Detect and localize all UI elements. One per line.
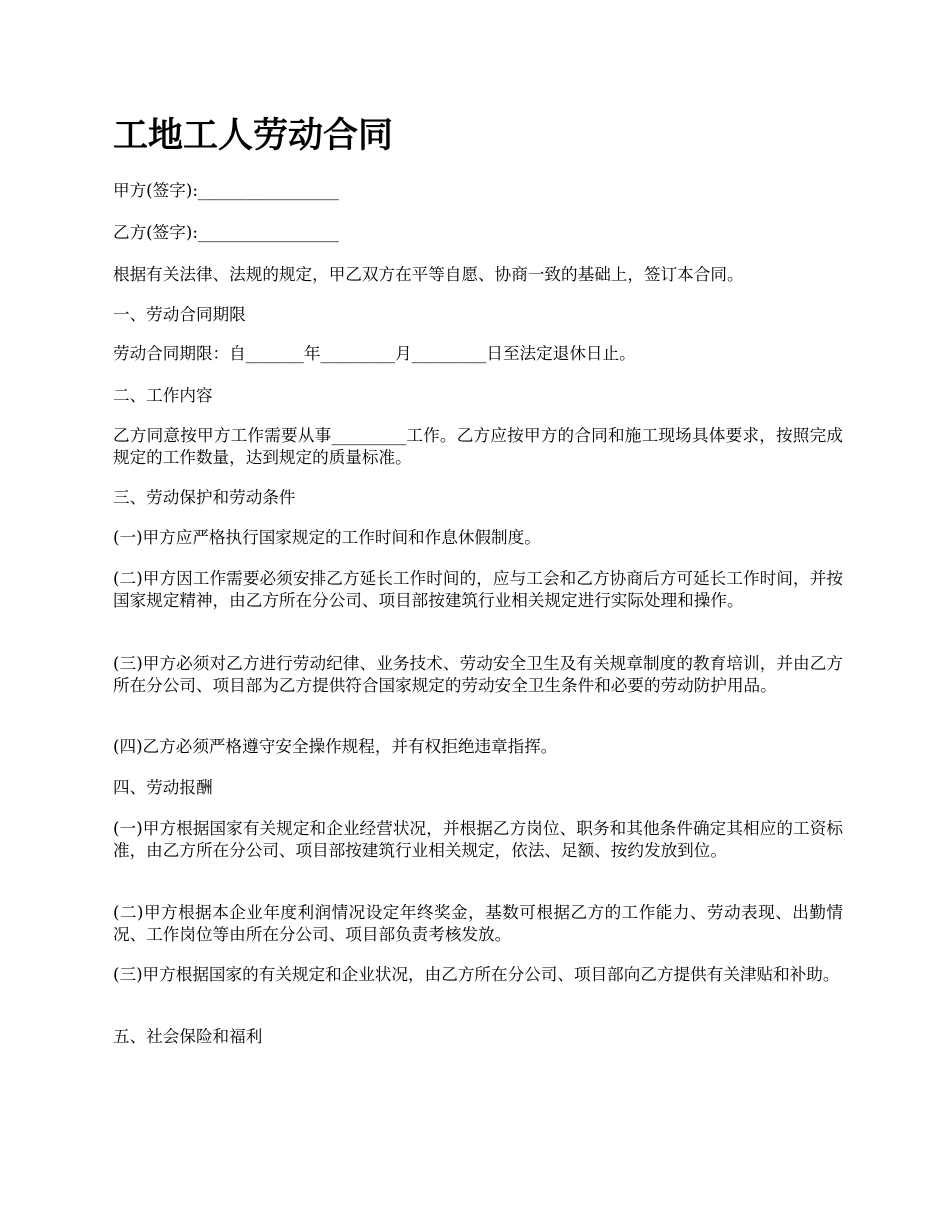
section-4-heading: 四、劳动报酬 <box>113 778 213 797</box>
section-3-paragraph-1: (一)甲方应严格执行国家规定的工作时间和作息休假制度。 <box>113 528 541 547</box>
section-3-paragraph-3: (三)甲方必须对乙方进行劳动纪律、业务技术、劳动安全卫生及有关规章制度的教育培训，并由乙方所在分公司、项目部为乙方提供符合国家规定的劳动安全卫生条件和必要的劳动防护用品。 <box>113 654 843 695</box>
section-1-paragraph-1: 劳动合同期限：自_______年_________月_________日至法定退休日止。 <box>113 344 636 363</box>
section-3-heading: 三、劳动保护和劳动条件 <box>113 488 296 507</box>
party-a-signature-line: 甲方(签字):_________________ <box>113 181 339 200</box>
section-1-heading: 一、劳动合同期限 <box>113 305 246 324</box>
section-3-paragraph-4: (四)乙方必须严格遵守安全操作规程，并有权拒绝违章指挥。 <box>113 737 558 756</box>
section-3-paragraph-2: (二)甲方因工作需要必须安排乙方延长工作时间的，应与工会和乙方协商后方可延长工作时间，并按国家规定精神，由乙方所在分公司、项目部按建筑行业相关规定进行实际处理和操作。 <box>113 569 843 610</box>
section-2-paragraph-1: 乙方同意按甲方工作需要从事_________工作。乙方应按甲方的合同和施工现场具体要求，按照完成规定的工作数量，达到规定的质量标准。 <box>113 426 843 467</box>
section-4-paragraph-3: (三)甲方根据国家的有关规定和企业状况，由乙方所在分公司、项目部向乙方提供有关津贴和补助。 <box>113 965 840 984</box>
section-4-paragraph-2: (二)甲方根据本企业年度利润情况设定年终奖金，基数可根据乙方的工作能力、劳动表现、出勤情况、工作岗位等由所在分公司、项目部负责考核发放。 <box>113 903 843 944</box>
intro-paragraph: 根据有关法律、法规的规定，甲乙双方在平等自愿、协商一致的基础上，签订本合同。 <box>113 265 744 284</box>
document-title: 工地工人劳动合同 <box>113 115 394 156</box>
party-b-signature-line: 乙方(签字):_________________ <box>113 223 339 242</box>
section-2-heading: 二、工作内容 <box>113 386 213 405</box>
section-4-paragraph-1: (一)甲方根据国家有关规定和企业经营状况，并根据乙方岗位、职务和其他条件确定其相应的工资标准，由乙方所在分公司、项目部按建筑行业相关规定，依法、足额、按约发放到位。 <box>113 819 843 860</box>
section-5-heading: 五、社会保险和福利 <box>113 1027 263 1046</box>
